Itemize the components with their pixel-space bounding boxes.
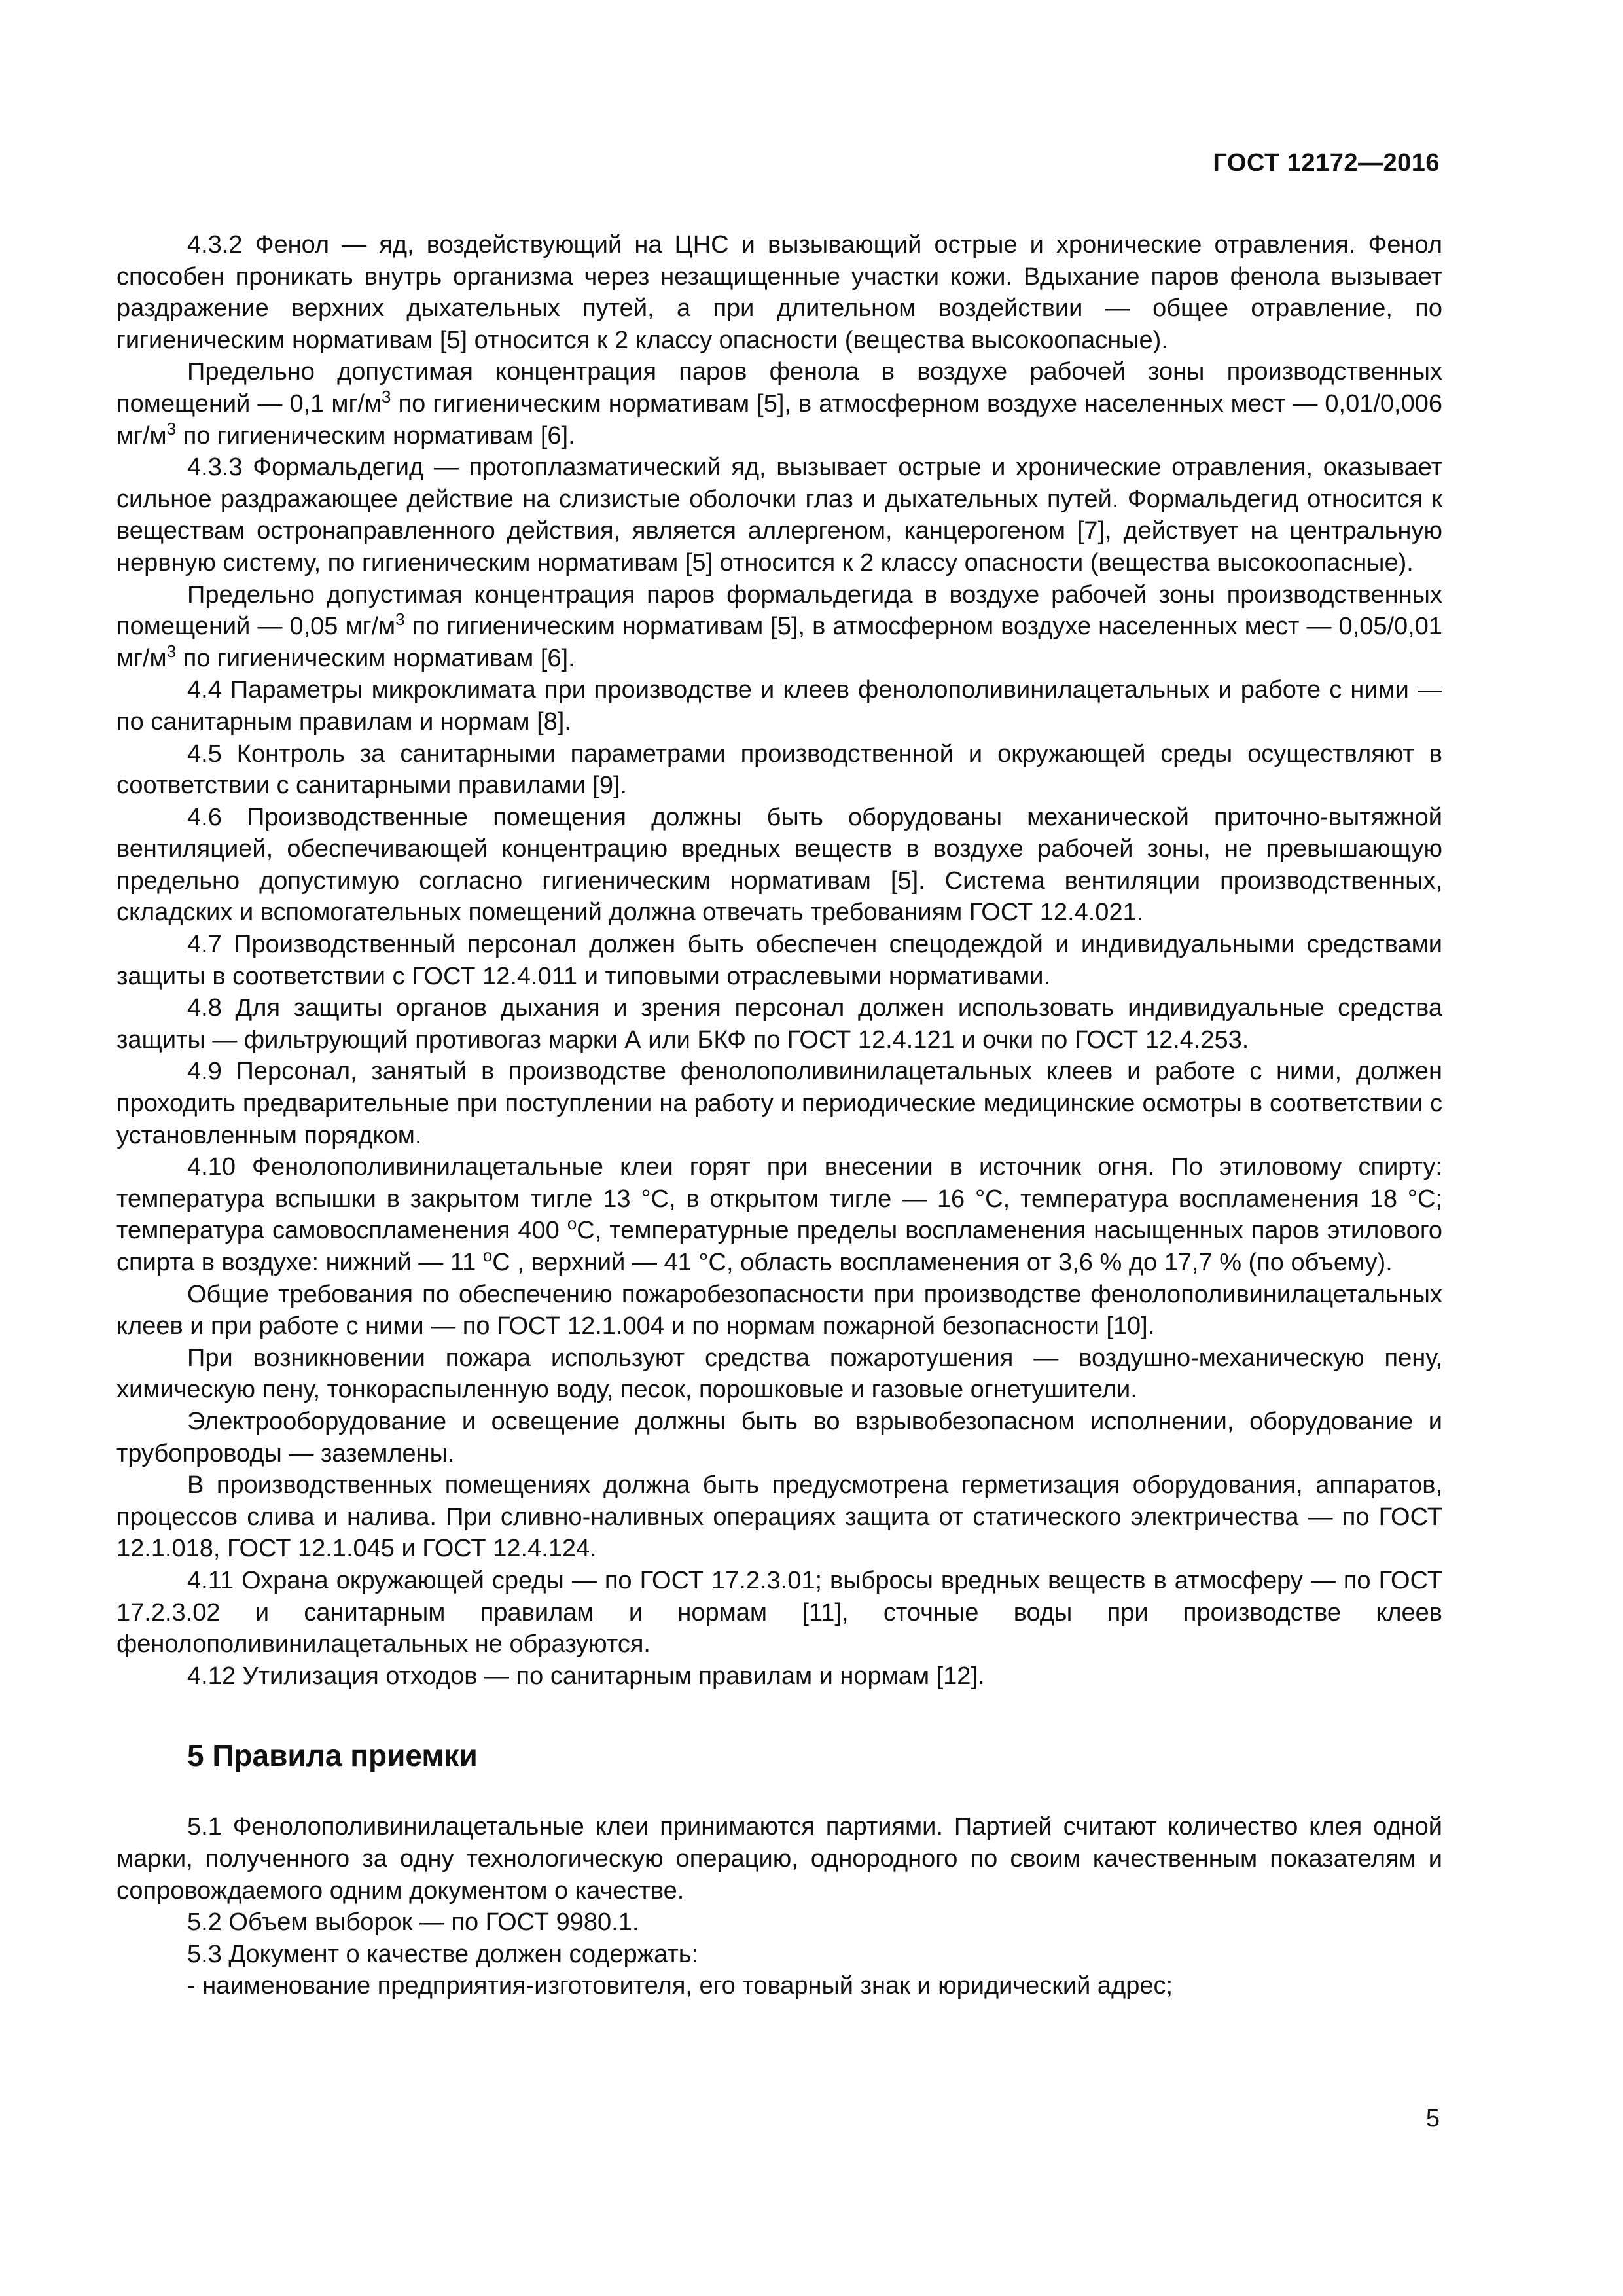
paragraph-4-12: 4.12 Утилизация отходов — по санитарным правилам и нормам [12].: [187, 1662, 985, 1690]
paragraph-4-5: 4.5 Контроль за санитарными параметрами производственной и окружающей среды осуществляют в соответствии с санитарными правилами [9].: [116, 740, 1442, 800]
section-heading: 5 Правила приемки: [187, 1738, 478, 1773]
paragraph-4-7: 4.7 Производственный персонал должен быть обеспечен спецодеждой и индивидуальными средствами защиты в соответствии с ГОСТ 12.4.011 и типовыми отраслевыми нормативами.: [116, 931, 1442, 990]
paragraph-phenol-concentration: Предельно допустимая концентрация паров фенола в воздухе рабочей зоны производственных помещений — 0,1 $мг/м^3$ по гигиеническим нормативам [5], в атмосферном воздухе населенных мест — 0,01/0,006 $мг/м^3$ по гигиеническим нормативам [6].: [116, 358, 1443, 450]
page-number: 5: [1425, 2105, 1440, 2132]
paragraph-fire-safety: Общие требования по обеспечению пожаробезопасности при производстве фенолополивинилацетальных клеев и при работе с ними — по ГОСТ 12.1.004 и по нормам пожарной безопасности [10].: [116, 1280, 1442, 1340]
document-header: ГОСТ 12172—2016: [1213, 149, 1440, 177]
paragraph-fire-extinguishing: При возникновении пожара используют средства пожаротушения — воздушно-механическую пену, химическую пену, тонкораспыленную воду, песок, порошковые и газовые огнетушители.: [116, 1344, 1442, 1404]
paragraph-4-4: 4.4 Параметры микроклимата при производстве и клеев фенолополивинилацетальных и работе с ними — по санитарным правилам и нормам [8].: [116, 676, 1442, 736]
paragraph-4-3-2: 4.3.2 Фенол — яд, воздействующий на ЦНС и вызывающий острые и хронические отравления. Фенол способен проникать внутрь организма через незащищенные участки кожи. Вдыхание паров фенола вызывает раздражение верхних дыхательных путей, а при длительном воздействии — общее отравление, по гигиеническим нормативам [5] относится к 2 классу опасности (вещества высокоопасные).: [116, 231, 1442, 354]
document-body: [116, 229, 1442, 2002]
paragraph-5-1: 5.1 Фенолополивинилацетальные клеи принимаются партиями. Партией считают количество клея одной марки, полученного за одну технологическую операцию, однородного по своим качественным показателям и сопровождаемого одним документом о качестве.: [116, 1813, 1442, 1905]
paragraph-4-8: 4.8 Для защиты органов дыхания и зрения персонал должен использовать индивидуальные средства защиты — фильтрующий противогаз марки А или БКФ по ГОСТ 12.4.121 и очки по ГОСТ 12.4.253.: [116, 994, 1442, 1054]
paragraph-4-11: 4.11 Охрана окружающей среды — по ГОСТ 17.2.3.01; выбросы вредных веществ в атмосферу — по ГОСТ 17.2.3.02 и санитарным правилам и нормам [11], сточные воды при производстве клеев фенолополивинилацетальных не образуются.: [116, 1566, 1442, 1659]
paragraph-5-2: 5.2 Объем выборок — по ГОСТ 9980.1.: [187, 1909, 639, 1937]
paragraph-4-10: 4.10 Фенолополивинилацетальные клеи горят при внесении в источник огня. По этиловому спирту: температура вспышки в закрытом тигле 13 °С, в открытом тигле — 16 °С, температура воспламенения 18 °С; температура самовоспламенения 400 $^о$С, температурные пределы воспламенения насыщенных паров этилового спирта в воздухе: нижний — 11 $^о$С , верхний — 41 °С, область воспламенения от 3,6 % до 17,7 % (по объему).: [116, 1153, 1443, 1276]
paragraph-formaldehyde-concentration: Предельно допустимая концентрация паров формальдегида в воздухе рабочей зоны производственных помещений — 0,05 $мг/м^3$ по гигиеническим нормативам [5], в атмосферном воздухе населенных мест — 0,05/0,01 $мг/м^3$ по гигиеническим нормативам [6].: [116, 581, 1442, 672]
paragraph-electrical-equipment: Электрооборудование и освещение должны быть во взрывобезопасном исполнении, оборудование и трубопроводы — заземлены.: [116, 1407, 1442, 1467]
list-item: - наименование предприятия-изготовителя, его товарный знак и юридический адрес;: [187, 1972, 1173, 2000]
paragraph-5-3: 5.3 Документ о качестве должен содержать:: [187, 1940, 699, 1968]
paragraph-4-9: 4.9 Персонал, занятый в производстве фенолополивинилацетальных клеев и работе с ними, должен проходить предварительные при поступлении на работу и периодические медицинские осмотры в соответствии с установленным порядком.: [116, 1058, 1442, 1149]
paragraph-4-6: 4.6 Производственные помещения должны быть оборудованы механической приточно-вытяжной вентиляцией, обеспечивающей концентрацию вредных веществ в воздухе рабочей зоны, не превышающую предельно допустимую согласно гигиеническим нормативам [5]. Система вентиляции производственных, складских и вспомогательных помещений должна отвечать требованиям ГОСТ 12.4.021.: [116, 803, 1442, 927]
paragraph-4-3-3: 4.3.3 Формальдегид — протоплазматический яд, вызывает острые и хронические отравления, оказывает сильное раздражающее действие на слизистые оболочки глаз и дыхательных путей. Формальдегид относится к веществам остронаправленного действия, является аллергеном, канцерогеном [7], действует на центральную нервную систему, по гигиеническим нормативам [5] относится к 2 классу опасности (вещества высокоопасные).: [116, 454, 1442, 577]
paragraph-sealing: В производственных помещениях должна быть предусмотрена герметизация оборудования, аппаратов, процессов слива и налива. При сливно-наливных операциях защита от статического электричества — по ГОСТ 12.1.018, ГОСТ 12.1.045 и ГОСТ 12.4.124.: [116, 1471, 1442, 1563]
